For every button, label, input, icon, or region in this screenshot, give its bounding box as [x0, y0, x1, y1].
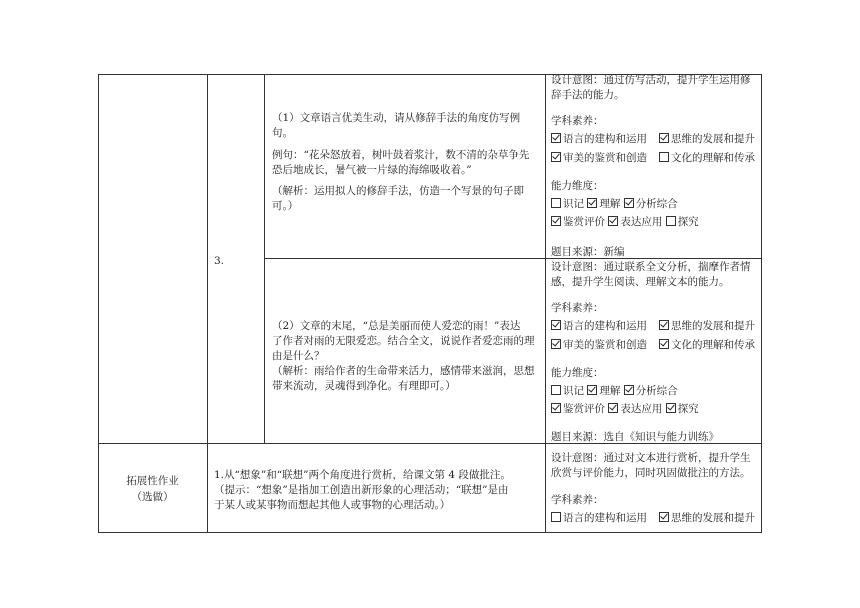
task-text: 于某人或某事物而想起其他人或事物的心理活动。） [214, 499, 451, 511]
checkbox-unchecked [551, 198, 561, 208]
ability-options: 鉴赏评价 表达应用 探究 [551, 401, 699, 417]
checkbox-checked [551, 339, 561, 349]
checkbox-checked [551, 403, 561, 413]
literacy-options: 语言的建构和运用 思维的发展和提升 [551, 131, 755, 147]
checkbox-checked [587, 385, 597, 395]
literacy-options: 审美的鉴赏和创造 文化的理解和传承 [551, 337, 755, 353]
column-divider [264, 74, 265, 443]
design-intent: 设计意图：通过仿写活动，提升学生运用修 [551, 74, 751, 86]
checkbox-checked [624, 198, 634, 208]
task-text: 1.从“想象”和“联想”两个角度进行赏析，给课文第 4 段做批注。 [214, 469, 511, 481]
table-border-left [98, 74, 99, 533]
example-text: 恐后地成长，暑气被一片绿的海绵吸收着。” [272, 164, 472, 176]
checkbox-unchecked [659, 152, 669, 162]
ability-options: 识记 理解 分析综合 [551, 383, 678, 399]
question-text: （1）文章语言优美生动，请从修辞手法的角度仿写例 [272, 112, 521, 124]
design-intent: 感，提升学生阅读、理解文本的能力。 [551, 276, 730, 288]
category-label: 拓展性作业 [126, 475, 179, 487]
checkbox-checked [659, 133, 669, 143]
question-source: 题目来源：新编 [551, 246, 625, 258]
analysis-text: （解析：运用拟人的修辞手法，仿造一个写景的句子即 [272, 185, 524, 197]
example-text: 例句：“花朵怒放着，树叶鼓着浆汁，数不清的杂草争先 [272, 149, 530, 161]
checkbox-checked [551, 152, 561, 162]
ability-options: 识记 理解 分析综合 [551, 196, 678, 212]
question-number: 3. [214, 255, 225, 267]
literacy-label: 学科素养： [551, 115, 604, 127]
literacy-options: 语言的建构和运用 思维的发展和提升 [551, 510, 755, 526]
checkbox-checked [659, 320, 669, 330]
checkbox-checked [608, 403, 618, 413]
literacy-label: 学科素养： [551, 494, 604, 506]
checkbox-checked [587, 198, 597, 208]
checkbox-unchecked [551, 512, 561, 522]
checkbox-checked [666, 403, 676, 413]
ability-options: 鉴赏评价 表达应用 探究 [551, 214, 699, 230]
table-border-bottom [98, 532, 762, 533]
ability-label: 能力维度： [551, 180, 604, 192]
analysis-text: 可。） [272, 200, 299, 212]
ability-label: 能力维度： [551, 367, 604, 379]
literacy-options: 审美的鉴赏和创造 文化的理解和传承 [551, 150, 755, 166]
question-text: 由是什么？ [272, 350, 325, 362]
checkbox-checked [551, 133, 561, 143]
design-intent: 设计意图：通过联系全文分析，揣摩作者情 [551, 261, 751, 273]
category-label: （选做） [131, 491, 174, 503]
table-border-right [761, 74, 762, 533]
design-intent: 欣赏与评价能力，同时巩固做批注的方法。 [551, 467, 751, 479]
question-source: 题目来源：选自《知识与能力训练》 [551, 431, 719, 443]
checkbox-checked [624, 385, 634, 395]
question-text: （2）文章的末尾，“总是美丽而使人爱恋的雨！”表达 [272, 320, 521, 332]
task-text: （提示：“想象”是指加工创造出新形象的心理活动；“联想”是由 [214, 484, 509, 496]
design-intent: 设计意图：通过对文本进行赏析，提升学生 [551, 452, 751, 464]
checkbox-checked [608, 216, 618, 226]
column-divider [207, 74, 208, 533]
column-divider [545, 74, 546, 533]
checkbox-unchecked [551, 385, 561, 395]
analysis-text: 带来流动，灵魂得到净化。有理即可。） [272, 380, 456, 392]
analysis-text: （解析：雨给作者的生命带来活力，感情带来滋润，思想 [272, 365, 535, 377]
literacy-label: 学科素养： [551, 302, 604, 314]
checkbox-checked [659, 339, 669, 349]
question-text: 句。 [272, 127, 293, 139]
literacy-options: 语言的建构和运用 思维的发展和提升 [551, 318, 755, 334]
checkbox-unchecked [666, 216, 676, 226]
question-text: 了作者对雨的无限爱恋。结合全文，说说作者爱恋雨的理 [272, 335, 535, 347]
design-intent: 辞手法的能力。 [551, 89, 625, 101]
checkbox-checked [551, 216, 561, 226]
checkbox-checked [659, 512, 669, 522]
checkbox-checked [551, 320, 561, 330]
